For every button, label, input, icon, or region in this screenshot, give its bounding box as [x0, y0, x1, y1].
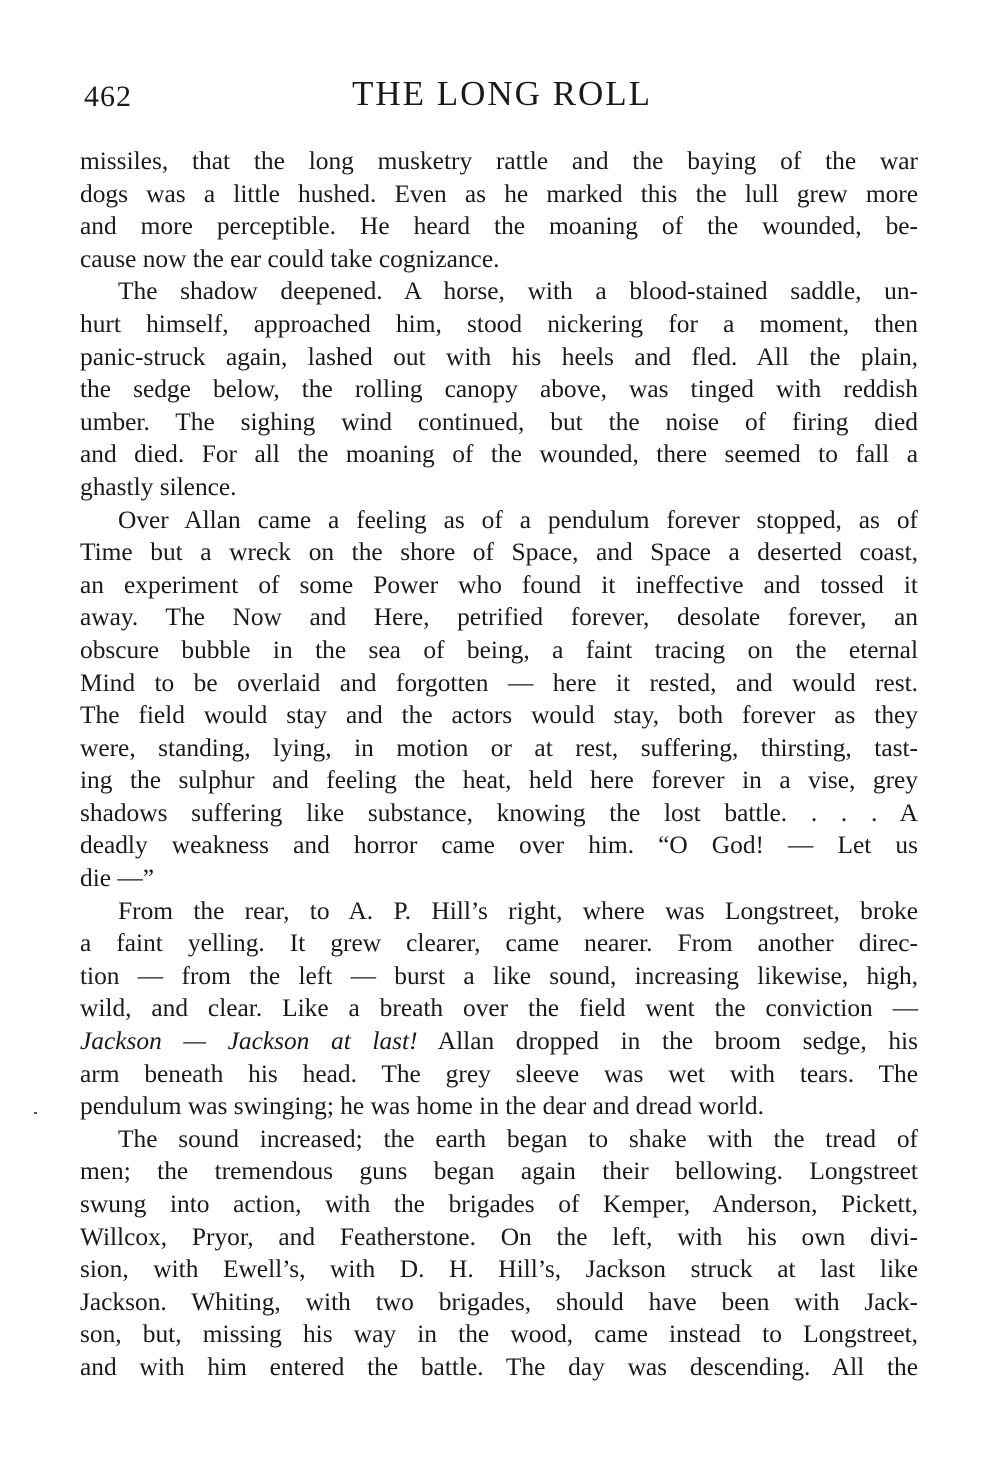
text-line: were, standing, lying, in motion or at rest, suffering, thirsting, tast- — [80, 733, 918, 762]
text-line: and died. For all the moaning of the wounded, there seemed to fall a — [80, 440, 918, 469]
text-line: pendulum was swinging; he was home in the dear and dread world. — [80, 1092, 764, 1121]
text-line: ghastly silence. — [80, 472, 237, 501]
text-line: The sound increased; the earth began to shake with the tread of — [118, 1124, 918, 1153]
text-line: missiles, that the long musketry rattle and the baying of the war — [80, 147, 918, 175]
text-line: The field would stay and the actors would stay, both forever as they — [80, 701, 918, 730]
text-line: away. The Now and Here, petrified forever, desolate forever, an — [80, 603, 918, 632]
text-line: swung into action, with the brigades of Kemper, Anderson, Pickett, — [80, 1190, 918, 1218]
text-line: cause now the ear could take cognizance. — [80, 244, 500, 273]
text-line: umber. The sighing wind continued, but the noise of firing died — [80, 407, 918, 436]
text-line: Mind to be overlaid and forgotten — here it rested, and would rest. — [80, 668, 918, 697]
text-line: son, but, missing his way in the wood, came instead to Longstreet, — [80, 1320, 918, 1349]
text-line: panic-struck again, lashed out with his heels and fled. All the plain, — [80, 342, 918, 371]
text-line: hurt himself, approached him, stood nickering for a moment, then — [80, 309, 918, 338]
text-line: Over Allan came a feeling as of a pendulum forever stopped, as of — [118, 505, 918, 534]
text-line: arm beneath his head. The grey sleeve was wet with tears. The — [80, 1059, 918, 1088]
text-line: tion — from the left — burst a like sound, increasing likewise, high, — [80, 961, 918, 990]
text-line: and with him entered the battle. The day was descending. All the — [80, 1352, 918, 1381]
text-line: The shadow deepened. A horse, with a blood-stained saddle, un- — [118, 277, 918, 306]
text-line: ing the sulphur and feeling the heat, held here forever in a vise, grey — [80, 766, 918, 795]
text-line: an experiment of some Power who found it ineffective and tossed it — [80, 570, 918, 599]
page-number: 462 — [84, 80, 132, 113]
text-line: wild, and clear. Like a breath over the field went the conviction — — [80, 994, 918, 1023]
text-line-rest: Allan dropped in the broom sedge, his — [437, 1027, 918, 1056]
text-line: dogs was a little hushed. Even as he marked this the lull grew more — [80, 179, 918, 208]
text-line: Time but a wreck on the shore of Space, and Space a deserted coast, — [80, 538, 918, 567]
page-header — [84, 74, 920, 122]
text-line-with-italic — [80, 1025, 918, 1058]
text-line: From the rear, to A. P. Hill’s right, where was Longstreet, broke — [118, 896, 918, 925]
text-line: shadows suffering like substance, knowing the lost battle. . . . A — [80, 798, 918, 827]
text-line: men; the tremendous guns began again their bellowing. Longstreet — [80, 1157, 918, 1186]
text-line: the sedge below, the rolling canopy above, was tinged with reddish — [80, 375, 918, 404]
text-line: obscure bubble in the sea of being, a faint tracing on the eternal — [80, 635, 918, 664]
text-line: Willcox, Pryor, and Featherstone. On the left, with his own divi- — [80, 1222, 918, 1251]
running-title: THE LONG ROLL — [351, 74, 653, 113]
text-line: and more perceptible. He heard the moaning of the wounded, be- — [80, 212, 918, 241]
text-line: a faint yelling. It grew clearer, came nearer. From another direc- — [80, 929, 918, 958]
text-line: deadly weakness and horror came over him. “O God! — Let us — [80, 831, 918, 860]
margin-mark — [34, 1112, 37, 1114]
italic-phrase: Jackson — Jackson at last! — [80, 1027, 418, 1056]
text-line: sion, with Ewell’s, with D. H. Hill’s, Jackson struck at last like — [80, 1255, 918, 1284]
text-line: Jackson. Whiting, with two brigades, should have been with Jack- — [80, 1287, 918, 1316]
body-text — [80, 145, 918, 1384]
text-line: die —” — [80, 864, 155, 893]
